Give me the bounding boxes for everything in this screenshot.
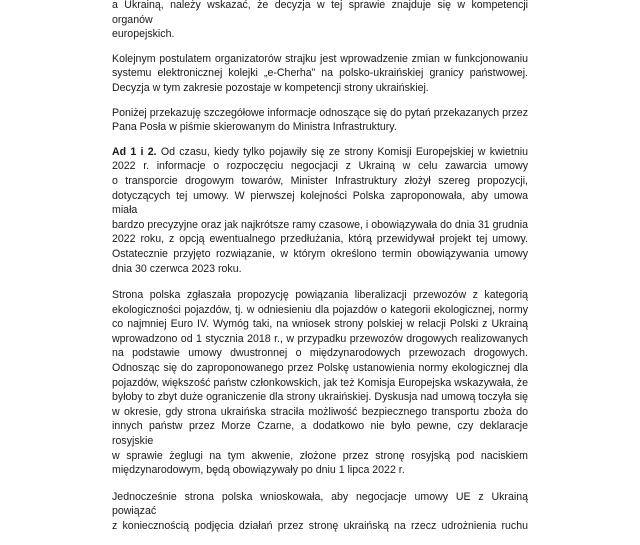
text-line: a Ukrainą, należy wskazać, że decyzja w tej sprawie znajduje się w kompetencji organów bbox=[112, 0, 528, 26]
text-line: europejskich. bbox=[112, 28, 175, 41]
text-line: w okresie, gdy strona ukraińska straciła możliwość bezpiecznego transportu zboża do bbox=[112, 405, 528, 418]
text-line: o transporcie drogowym towarów, Minister Infrastruktury złożył szereg propozycji, bbox=[112, 174, 528, 187]
paragraph-1 bbox=[112, 0, 528, 42]
text-fragment: Od czasu, kiedy tylko pojawiły się ze strony Komisji Europejskiej w kwietniu bbox=[156, 145, 528, 158]
text-line: Decyzja w tym zakresie pozostaje w kompetencji strony ukraińskiej. bbox=[112, 81, 429, 94]
text-line: z koniecznością podjęcia działań przez stronę ukraińską na rzecz udrożnienia ruchu bbox=[112, 520, 528, 532]
paragraph-2 bbox=[112, 52, 528, 96]
section-lead: Ad 1 i 2. bbox=[112, 145, 157, 158]
text-line: Odnosząc się do zaproponowanego przez Polskę ustanowienia normy ekologicznej dla bbox=[112, 362, 528, 375]
text-line: bardzo precyzyjne oraz jak najkrótsze ramy czasowe, i obowiązywała do dnia 31 grudnia bbox=[112, 218, 528, 231]
text-line: co najmniej Euro IV. Wymóg taki, na wniosek strony polskiej w relacji Polski z Ukrainą bbox=[112, 318, 528, 331]
text-line: Strona polska zgłaszała propozycję powiązania liberalizacji przewozów z kategorią bbox=[112, 289, 528, 302]
text-line: wprowadzono od 1 stycznia 2018 r., w przypadku przewozów drogowych realizowanych bbox=[112, 332, 528, 345]
document-page bbox=[112, 0, 528, 545]
paragraph-3 bbox=[112, 106, 528, 135]
paragraph-5 bbox=[112, 288, 528, 478]
text-line: ekologiczności pojazdów, tj. w odniesieniu dla pojazdów o kategorii ekologicznej, normy bbox=[112, 303, 528, 316]
text-line: międzynarodowym, będą obowiązywały po dniu 1 lipca 2022 r. bbox=[112, 464, 405, 477]
text-line: Pana Posła w piśmie skierowanym do Ministra Infrastruktury. bbox=[112, 121, 397, 134]
text-line: w sprawie żeglugi na tym akwenie, złożone przez stronę rosyjską pod naciskiem bbox=[112, 449, 528, 462]
text-line: dotyczących tej umowy. W pierwszej kolejności Polska zaproponowała, aby umowa miała bbox=[112, 189, 528, 217]
paragraph-ad-1-2 bbox=[112, 145, 528, 276]
text-line: Jednocześnie strona polska wnioskowała, aby negocjacje umowy UE z Ukrainą powiązać bbox=[112, 490, 528, 518]
text-line: systemu elektronicznej kolejki „e-Cherha” na polsko-ukraińskiej granicy państwowej. bbox=[112, 67, 528, 80]
paragraph-6 bbox=[112, 490, 528, 534]
text-line: 2022 r. informacje o rozpoczęciu negocjacji z Ukrainą w celu zawarcia umowy bbox=[112, 160, 528, 173]
text-line: byłoby to zbyt duże ograniczenie dla strony ukraińskiej. Dyskusja nad umową toczyła się bbox=[112, 391, 528, 404]
text-line bbox=[112, 145, 528, 160]
text-line: na podstawie umowy dwustronnej o międzynarodowych przewozach drogowych. bbox=[112, 347, 528, 360]
text-line: Ostatecznie przyjęto rozwiązanie, w którym określono termin obowiązywania umowy bbox=[112, 247, 528, 260]
text-line: pojazdów, większość państw członkowskich, jak też Komisja Europejska wskazywała, że bbox=[112, 376, 528, 389]
text-line: 2022 roku, z opcją ewentualnego przedłużania, którą przewidywał projekt tej umowy. bbox=[112, 233, 528, 246]
text-line: innych państw przez Morze Czarne, a dodatkowo nie było pewne, czy deklaracje rosyjskie bbox=[112, 420, 528, 448]
text-line: Kolejnym postulatem organizatorów strajku jest wprowadzenie zmian w funkcjonowaniu bbox=[112, 52, 528, 65]
text-line: dnia 30 czerwca 2023 roku. bbox=[112, 262, 242, 275]
text-line: Poniżej przekazuję szczegółowe informacje odnoszące się do pytań przekazanych przez bbox=[112, 106, 528, 119]
